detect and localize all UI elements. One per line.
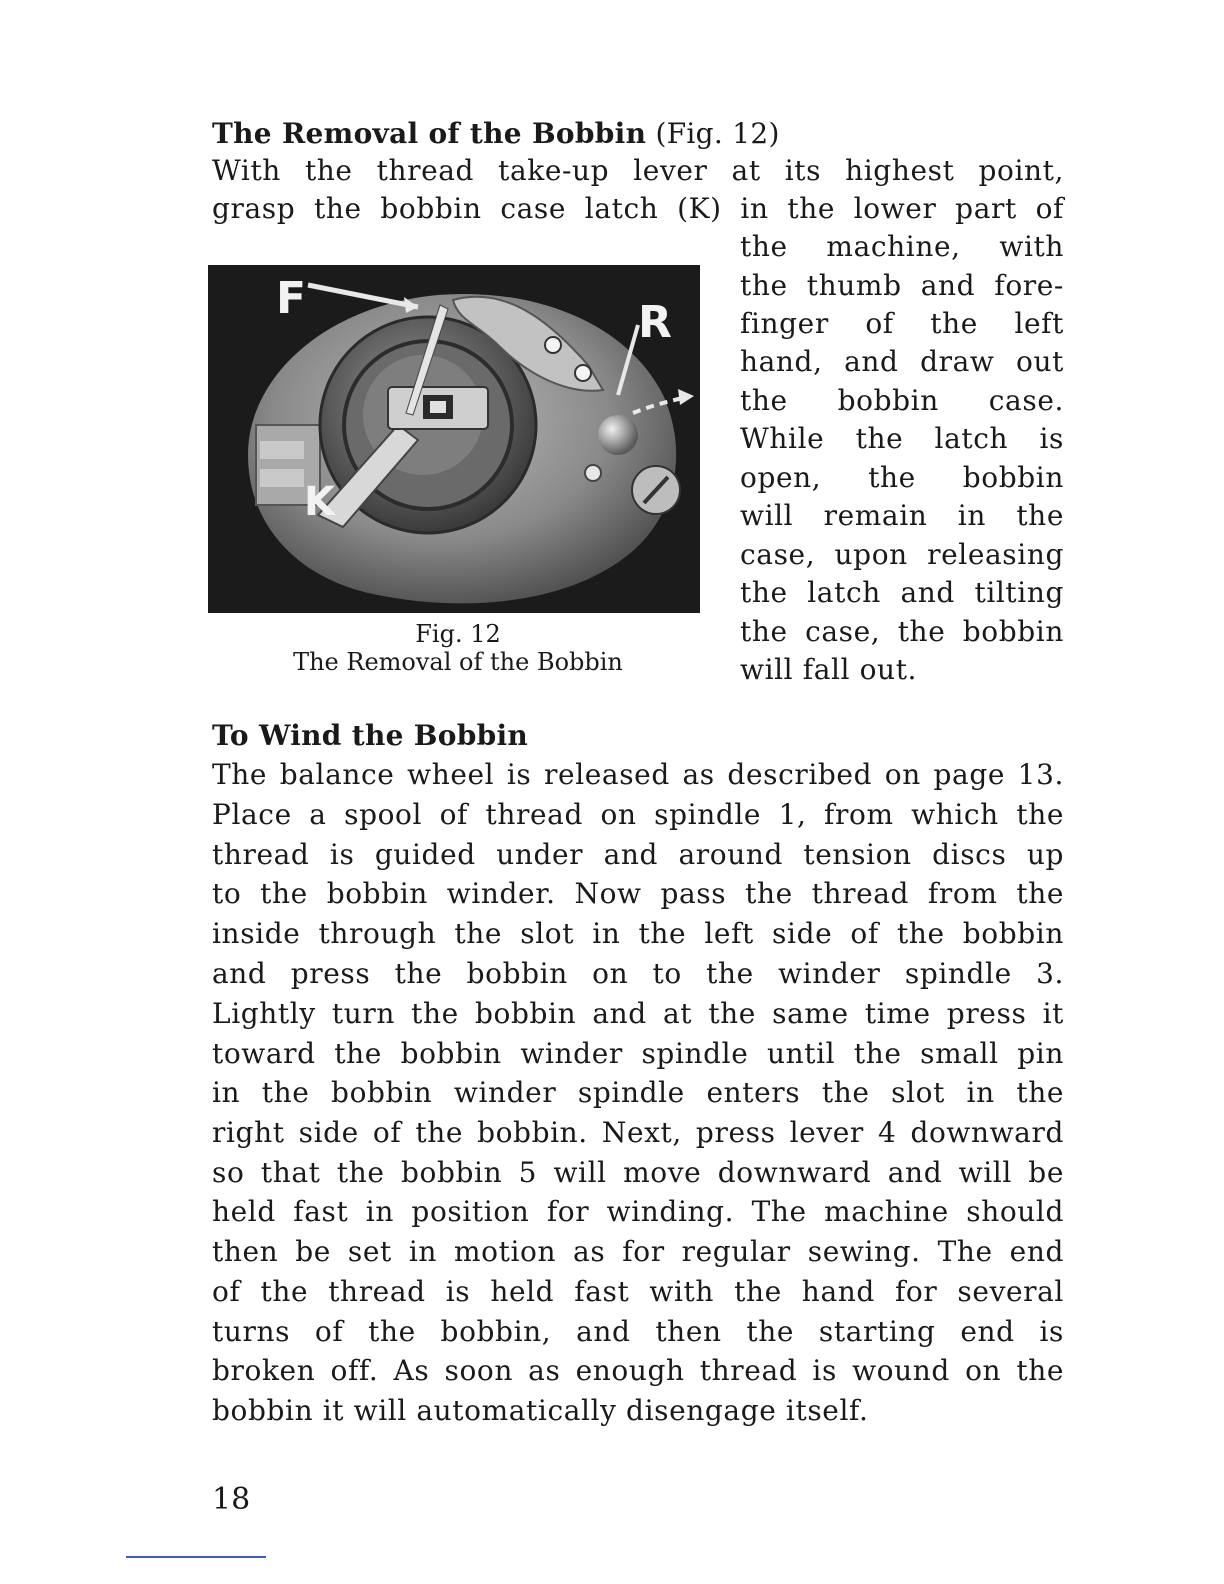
wind-line-8: toward the bobbin winder spindle until the small pin xyxy=(212,1037,1064,1070)
wind-line-4: to the bobbin winder. Now pass the thread from the xyxy=(212,877,1064,910)
wind-line-10: right side of the bobbin. Next, press lever 4 downward xyxy=(212,1116,1064,1149)
removal-line-10: will remain in the xyxy=(740,499,1064,532)
removal-line-11: case, upon releasing xyxy=(740,538,1064,571)
wind-line-12: held fast in position for winding. The machine should xyxy=(212,1195,1064,1228)
section-title-wind xyxy=(212,718,528,754)
removal-line-4: the thumb and fore- xyxy=(740,269,1064,302)
removal-line-7: the bobbin case. xyxy=(740,384,1064,417)
section-title-removal xyxy=(212,116,780,152)
figure-label-r: R xyxy=(638,297,672,348)
removal-line-14: will fall out. xyxy=(740,653,918,686)
section-title-wind-bold: To Wind the Bobbin xyxy=(212,719,529,752)
wind-line-1: The balance wheel is released as described on page 13. xyxy=(212,758,1064,791)
removal-line-5: finger of the left xyxy=(740,307,1064,340)
section-title-removal-figref: (Fig. 12) xyxy=(655,117,780,150)
section-title-removal-bold: The Removal of the Bobbin xyxy=(212,117,647,150)
wind-line-6: and press the bobbin on to the winder spindle 3. xyxy=(212,957,1064,990)
wind-line-3: thread is guided under and around tension discs up xyxy=(212,838,1064,871)
bobbin-figure-drawing xyxy=(208,265,700,613)
wind-line-7: Lightly turn the bobbin and at the same time press it xyxy=(212,997,1064,1030)
wind-line-5: inside through the slot in the left side of the bobbin xyxy=(212,917,1064,950)
figure-caption-number: Fig. 12 xyxy=(415,620,501,648)
figure-label-k: K xyxy=(304,479,335,525)
wind-line-9: in the bobbin winder spindle enters the slot in the xyxy=(212,1076,1064,1109)
wind-line-14: of the thread is held fast with the hand for several xyxy=(212,1275,1064,1308)
removal-line-3: the machine, with xyxy=(740,230,1064,263)
wind-line-11: so that the bobbin 5 will move downward and will be xyxy=(212,1156,1064,1189)
figure-label-f: F xyxy=(276,273,307,324)
wind-line-2: Place a spool of thread on spindle 1, from which the xyxy=(212,798,1064,831)
wind-line-15: turns of the bobbin, and then the starting end is xyxy=(212,1315,1064,1348)
footer-rule xyxy=(126,1556,266,1558)
wind-line-17: bobbin it will automatically disengage itself. xyxy=(212,1394,869,1427)
removal-line-1: With the thread take-up lever at its highest point, xyxy=(212,154,1064,187)
removal-line-12: the latch and tilting xyxy=(740,576,1064,609)
wind-line-16: broken off. As soon as enough thread is wound on the xyxy=(212,1354,1064,1387)
removal-line-9: open, the bobbin xyxy=(740,461,1064,494)
bobbin-figure xyxy=(208,265,700,613)
removal-line-2: grasp the bobbin case latch (K) in the lower part of xyxy=(212,192,1064,225)
wind-line-13: then be set in motion as for regular sewing. The end xyxy=(212,1235,1064,1268)
removal-line-6: hand, and draw out xyxy=(740,345,1064,378)
removal-line-8: While the latch is xyxy=(740,422,1064,455)
figure-caption-text: The Removal of the Bobbin xyxy=(293,648,623,676)
page-number: 18 xyxy=(212,1482,251,1517)
removal-line-13: the case, the bobbin xyxy=(740,615,1064,648)
